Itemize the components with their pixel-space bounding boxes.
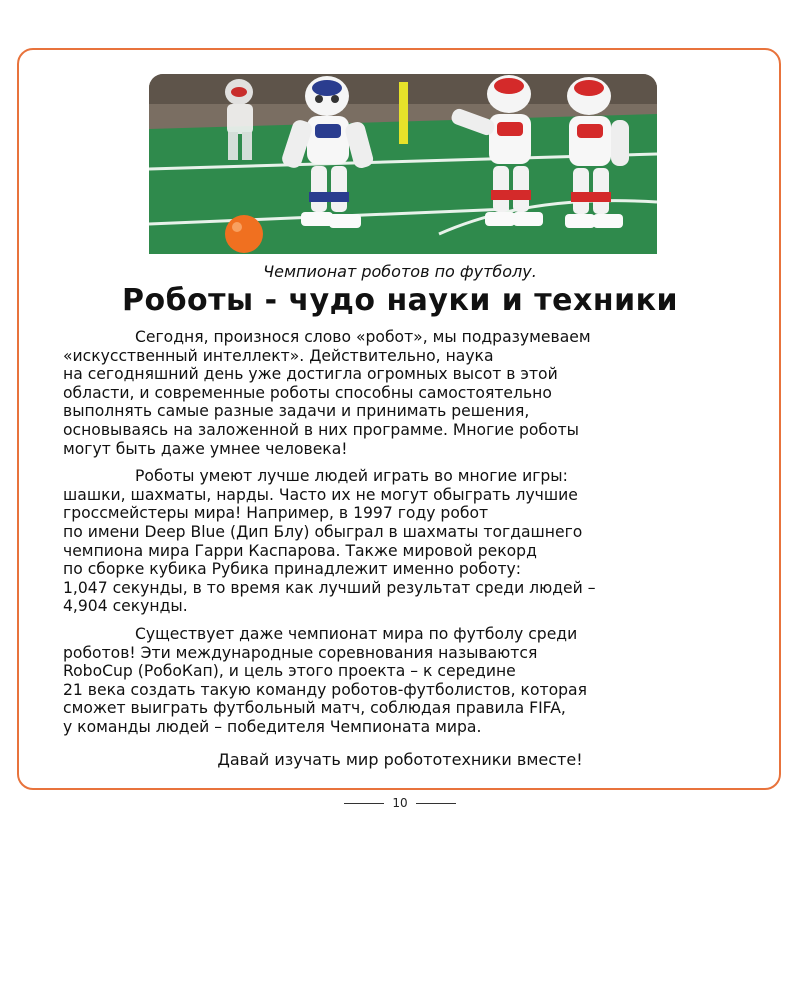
text-line: на сегодняшний день уже достигла огромных высот в этой (63, 365, 558, 384)
text-line: 4,904 секунды. (63, 597, 188, 616)
page-number-value: 10 (392, 796, 408, 810)
text-line: по имени Deep Blue (Дип Блу) обыграл в шахматы тогдашнего (63, 522, 583, 541)
paragraph-3 (63, 625, 773, 737)
page-number-rule-left (344, 803, 384, 804)
page-number-rule-right (416, 803, 456, 804)
text-line: Сегодня, произнося слово «робот», мы подразумеваем (135, 328, 591, 346)
page-title: Роботы - чудо науки и техники (122, 283, 678, 318)
text-line: RoboCup (РобоКап), и цель этого проекта – к середине (63, 662, 516, 681)
text-line: выполнять самые разные задачи и принимать решения, (63, 402, 530, 421)
text-line: Роботы умеют лучше людей играть во многие игры: (135, 467, 568, 486)
text-line: области, и современные роботы способны самостоятельно (63, 383, 552, 402)
text-line: «искусственный интеллект». Действительно, наука (63, 346, 494, 365)
text-line: 1,047 секунды, в то время как лучший результат среди людей – (63, 578, 596, 597)
text-line: гроссмейстеры мира! Например, в 1997 году робот (63, 504, 489, 523)
photo-caption: Чемпионат роботов по футболу. (263, 262, 537, 281)
text-line: могут быть даже умнее человека! (63, 439, 348, 458)
article-body (63, 328, 773, 745)
paragraph-2 (63, 467, 773, 616)
text-line: чемпиона мира Гарри Каспарова. Также мировой рекорд (63, 541, 537, 560)
closing-line: Давай изучать мир робототехники вместе! (217, 750, 583, 769)
text-line: у команды людей – победителя Чемпионата мира. (63, 717, 482, 736)
text-line: Существует даже чемпионат мира по футболу среди (135, 624, 578, 643)
text-line: 21 века создать такую команду роботов-футболистов, которая (63, 680, 587, 699)
page-number (0, 794, 800, 812)
text-line: по сборке кубика Рубика принадлежит именно роботу: (63, 560, 522, 579)
text-line: роботов! Эти международные соревнования называются (63, 643, 538, 662)
text-line: сможет выиграть футбольный матч, соблюдая правила FIFA, (63, 699, 566, 718)
robot-soccer-photo (149, 74, 657, 254)
text-line: основываясь на заложенной в них программе. Многие роботы (63, 420, 579, 439)
text-line: шашки, шахматы, нарды. Часто их не могут обыграть лучшие (63, 485, 578, 504)
paragraph-1 (63, 328, 773, 458)
